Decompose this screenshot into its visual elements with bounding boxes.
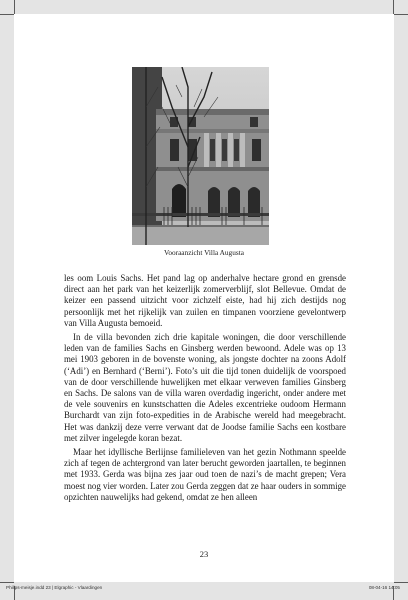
crop-mark <box>0 14 14 15</box>
paragraph: Maar het idyllische Berlijnse familieleven van het gezin Nothmann speelde zich af tegen de achtergrond van later berucht geworden jaartallen, te beginnen met 1933. Gerda was bijna zes jaar oud toen de nazi’s de macht grepen; Vera moest nog vier worden. Later zou Gerda zeggen dat ze haar ouders in sommige opzichten nauwelijks had gekend, omdat ze hen alleen <box>64 447 346 502</box>
building-photo-icon <box>132 67 269 245</box>
photo-caption: Vooraanzicht Villa Augusta <box>164 248 244 257</box>
slug-timestamp: 08-04-16 14:05 <box>368 585 400 590</box>
crop-mark <box>394 14 408 15</box>
slug-file-info: Philips-meisje.indd 23 | Elgraphic - Vlaardingen <box>6 585 103 590</box>
paragraph: les oom Louis Sachs. Het pand lag op anderhalve hectare grond en grensde direct aan het park van het keizerlijk zomerverblijf, slot Bellevue. Omdat de keizer een passend uitzicht voor zichzelf eiste, had hij zich destijds nog persoonlijk met het rijkelijk van zuilen en timpanen voorziene gevelontwerp van Villa Augusta bemoeid. <box>64 273 346 328</box>
body-text <box>64 273 346 506</box>
villa-photo <box>132 67 269 245</box>
crop-mark <box>394 582 408 583</box>
crop-mark <box>14 0 15 14</box>
page-number: 23 <box>199 549 209 559</box>
paragraph: In de villa bevonden zich drie kapitale woningen, die door verschillende leden van de families Sachs en Ginsberg werden bewoond. Adele was op 13 mei 1903 geboren in de bovenste woning, als jongste dochter na zoons Adolf (‘Adi’) en Bernhard (‘Berni’). Foto’s uit die tijd tonen duidelijk de voorspoed van de door verschillende huwelijken met elkaar verweven families Ginsberg en Sachs. De salons van de villa waren overdadig ingericht, onder andere met de vele souvenirs en kunstschatten die Adeles excentrieke oudoom Hermann Burchardt van zijn foto-expedities in de Arabische wereld had meegebracht. Het was dankzij deze verre verwant dat de Joodse familie Sachs een kostbare met zilver ingelegde koran bezat. <box>64 332 346 443</box>
crop-mark <box>0 582 14 583</box>
crop-mark <box>393 0 394 14</box>
